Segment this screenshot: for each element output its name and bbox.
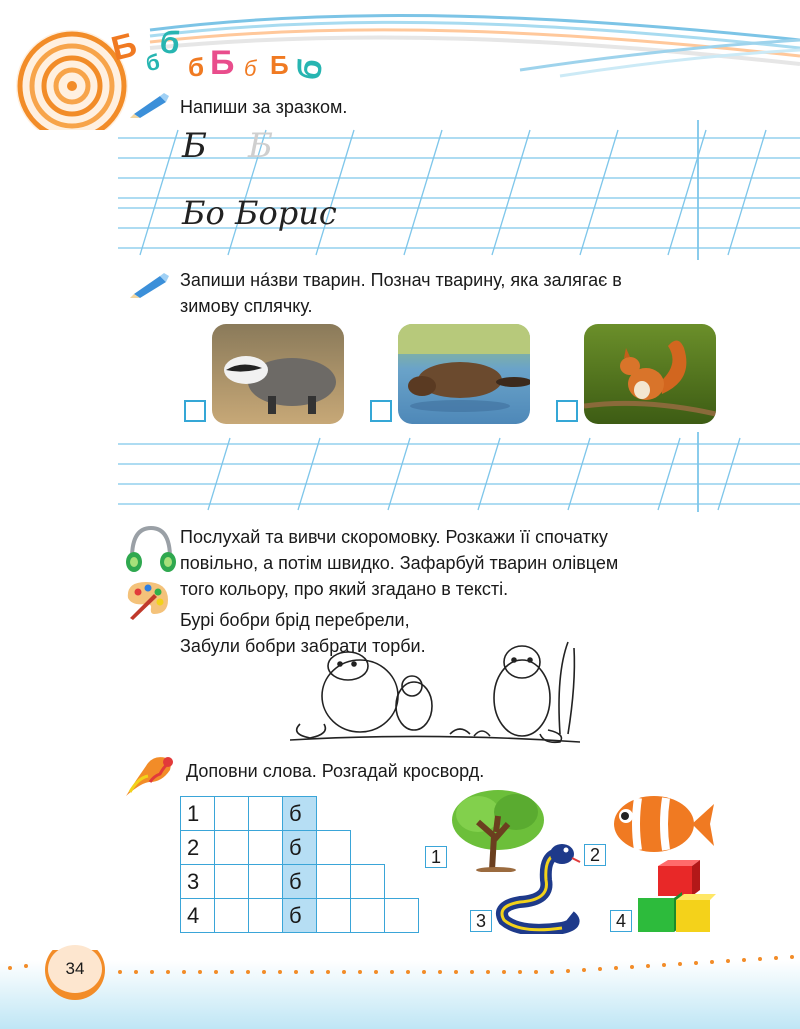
crossword-row	[181, 797, 419, 831]
crossword-number-cell	[181, 865, 215, 899]
palette-icon	[124, 580, 170, 620]
picture-number: 1	[425, 846, 447, 868]
crossword-letter: б	[289, 902, 302, 928]
crossword-cell[interactable]	[215, 831, 249, 865]
task1-instruction: Напиши за зразком.	[180, 97, 348, 117]
cubes-icon	[634, 860, 716, 936]
letter: Б	[107, 25, 141, 69]
crossword-number-cell	[181, 899, 215, 933]
crossword-row	[181, 831, 419, 865]
crossword-cell[interactable]	[385, 899, 419, 933]
crossword-cell[interactable]	[317, 865, 351, 899]
letter: б	[188, 52, 205, 82]
letter: Б	[210, 44, 235, 82]
badger-photo	[212, 324, 344, 424]
pencil-icon	[128, 272, 170, 298]
firebird-icon	[124, 752, 178, 800]
crossword-key-cell	[283, 865, 317, 899]
sample-letter: Б	[182, 126, 207, 166]
letter: б	[289, 55, 331, 84]
crossword-cell[interactable]	[249, 797, 283, 831]
hibernation-checkbox[interactable]	[370, 400, 392, 422]
crossword-number: 4	[187, 902, 200, 928]
hibernation-checkbox[interactable]	[556, 400, 578, 422]
tongue-twister-line1: Бурі бобри брід перебрели,	[180, 610, 410, 630]
crossword-number-cell	[181, 797, 215, 831]
writing-lines-2	[118, 432, 800, 512]
task3-instruction-line3: того кольору, про який згадано в тексті.	[180, 579, 509, 599]
task2-instruction-line2: зимову сплячку.	[180, 296, 313, 316]
crossword-letter: б	[289, 868, 302, 894]
writing-lines-1	[118, 120, 800, 260]
squirrel-photo	[584, 324, 716, 424]
tongue-twister-line2: Забули бобри забрати торби.	[180, 636, 426, 656]
picture-number: 3	[470, 910, 492, 932]
picture-number: 2	[584, 844, 606, 866]
task3-instruction-line2: повільно, а потім швидко. Зафарбуй тварин олівцем	[180, 553, 619, 573]
letter: б	[244, 56, 257, 81]
task2-instruction-line1: Запиши на́зви тварин. Познач тварину, яка залягає в	[180, 270, 622, 290]
crossword-number: 1	[187, 800, 200, 826]
crossword-cell[interactable]	[215, 797, 249, 831]
headphones-icon	[124, 524, 178, 574]
picture-number: 4	[610, 910, 632, 932]
sample-words: Бо Борис	[182, 194, 337, 232]
crossword-cell[interactable]	[351, 865, 385, 899]
crossword-row	[181, 865, 419, 899]
letter: Б	[270, 50, 289, 80]
crossword-letter: б	[289, 834, 302, 860]
trace-letter: Б	[248, 126, 273, 166]
footer-decoration	[0, 950, 800, 1029]
task3-instruction-line1: Послухай та вивчи скоромовку. Розкажи її спочатку	[180, 527, 608, 547]
crossword-cell[interactable]	[215, 899, 249, 933]
crossword-cell[interactable]	[249, 865, 283, 899]
task4-instruction: Доповни слова. Розгадай кросворд.	[186, 761, 485, 781]
crossword-key-cell	[283, 899, 317, 933]
beavers-coloring-icon	[290, 634, 580, 746]
crossword-cell[interactable]	[317, 899, 351, 933]
crossword-number: 3	[187, 868, 200, 894]
crossword-cell[interactable]	[249, 831, 283, 865]
crossword-cell[interactable]	[249, 899, 283, 933]
fish-icon	[608, 788, 716, 858]
crossword-letter: б	[289, 800, 302, 826]
snake-icon	[490, 840, 590, 934]
beaver-photo	[398, 324, 530, 424]
crossword-cell[interactable]	[317, 831, 351, 865]
crossword-cell[interactable]	[215, 865, 249, 899]
crossword-key-cell	[283, 797, 317, 831]
crossword-number-cell	[181, 831, 215, 865]
letter: б	[157, 22, 183, 62]
crossword-key-cell	[283, 831, 317, 865]
hibernation-checkbox[interactable]	[184, 400, 206, 422]
crossword-grid	[180, 796, 419, 933]
crossword-number: 2	[187, 834, 200, 860]
page-number: 34	[48, 945, 102, 993]
crossword-cell[interactable]	[351, 899, 385, 933]
header-letters	[104, 20, 364, 90]
letter: б	[143, 49, 162, 76]
crossword-row	[181, 899, 419, 933]
pencil-icon	[128, 92, 170, 118]
